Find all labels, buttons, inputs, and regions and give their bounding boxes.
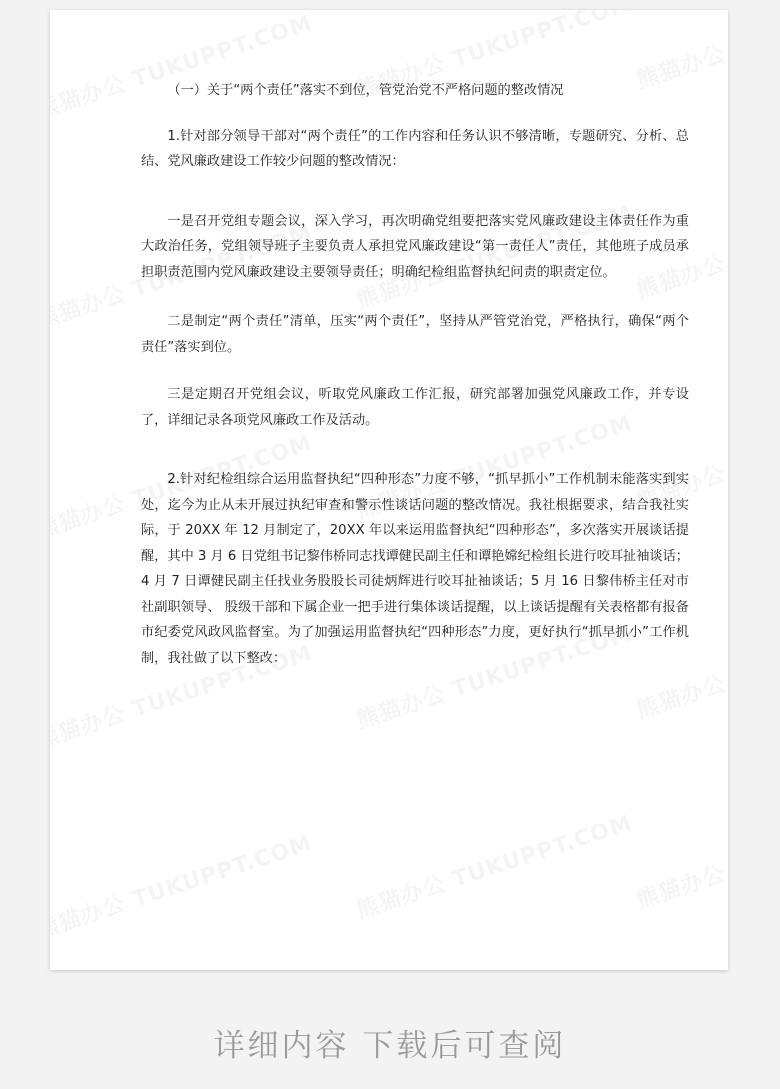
download-hint: 详细内容 下载后可查阅 — [213, 1028, 567, 1064]
section-heading: （一）关于“两个责任”落实不到位，管党治党不严格问题的整改情况 — [167, 83, 564, 98]
paragraph-2: 一是召开党组专题会议，深入学习，再次明确党组要把落实党风廉政建设主体责任作为重大政治任务，党组领导班子主要负责人承担党风廉政建设“第一责任人”责任，其他班子成员承担职责范围内党风廉政建设主要领导责任；明确纪检组监督执纪问责的职责定位。 — [141, 213, 689, 280]
paragraph-1: 1.针对部分领导干部对“两个责任”的工作内容和任务认识不够清晰，专题研究、分析、总结、党风廉政建设工作较少问题的整改情况： — [141, 128, 689, 169]
watermark — [352, 806, 636, 925]
paragraph-5: 2.针对纪检组综合运用监督执纪“四种形态”力度不够，“抓早抓小”工作机制未能落实到实处，迄今为止从未开展过执纪审查和警示性谈话问题的整改情况。我社根据要求，结合我社实际，于 20XX 年 12 月制定了，20XX 年以来运用监督执纪“四种形态”，多次落实开展谈话提醒，其中 3 月 6 日党组书记黎伟桥同志找谭健民副主任和谭艳嫦纪检组长进行咬耳扯袖谈话；4 月 7 日谭健民副主任找业务股股长司徒炳辉进行咬耳扯袖谈话；5 月 16 日黎伟桥主任对市社副职领导、 股级干部和下属企业一把手进行集体谈话提醒，以上谈话提醒有关表格都有报备市纪委党风政风监督室。为了加强运用监督执纪“四种形态”力度，更好执行“抓早抓小”工作机制，我社做了以下整改： — [141, 472, 689, 666]
paragraph-4: 三是定期召开党组会议，听取党风廉政工作汇报，研究部署加强党风廉政工作，并专设了，详细记录各项党风廉政工作及活动。 — [141, 387, 689, 428]
document-page — [50, 10, 728, 970]
watermark — [50, 826, 316, 945]
paragraph-3: 二是制定“两个责任”清单，压实“两个责任”，坚持从严管党治党，严格执行，确保“两个责任”落实到位。 — [141, 314, 689, 355]
document-body — [141, 78, 689, 671]
watermark — [632, 796, 728, 915]
